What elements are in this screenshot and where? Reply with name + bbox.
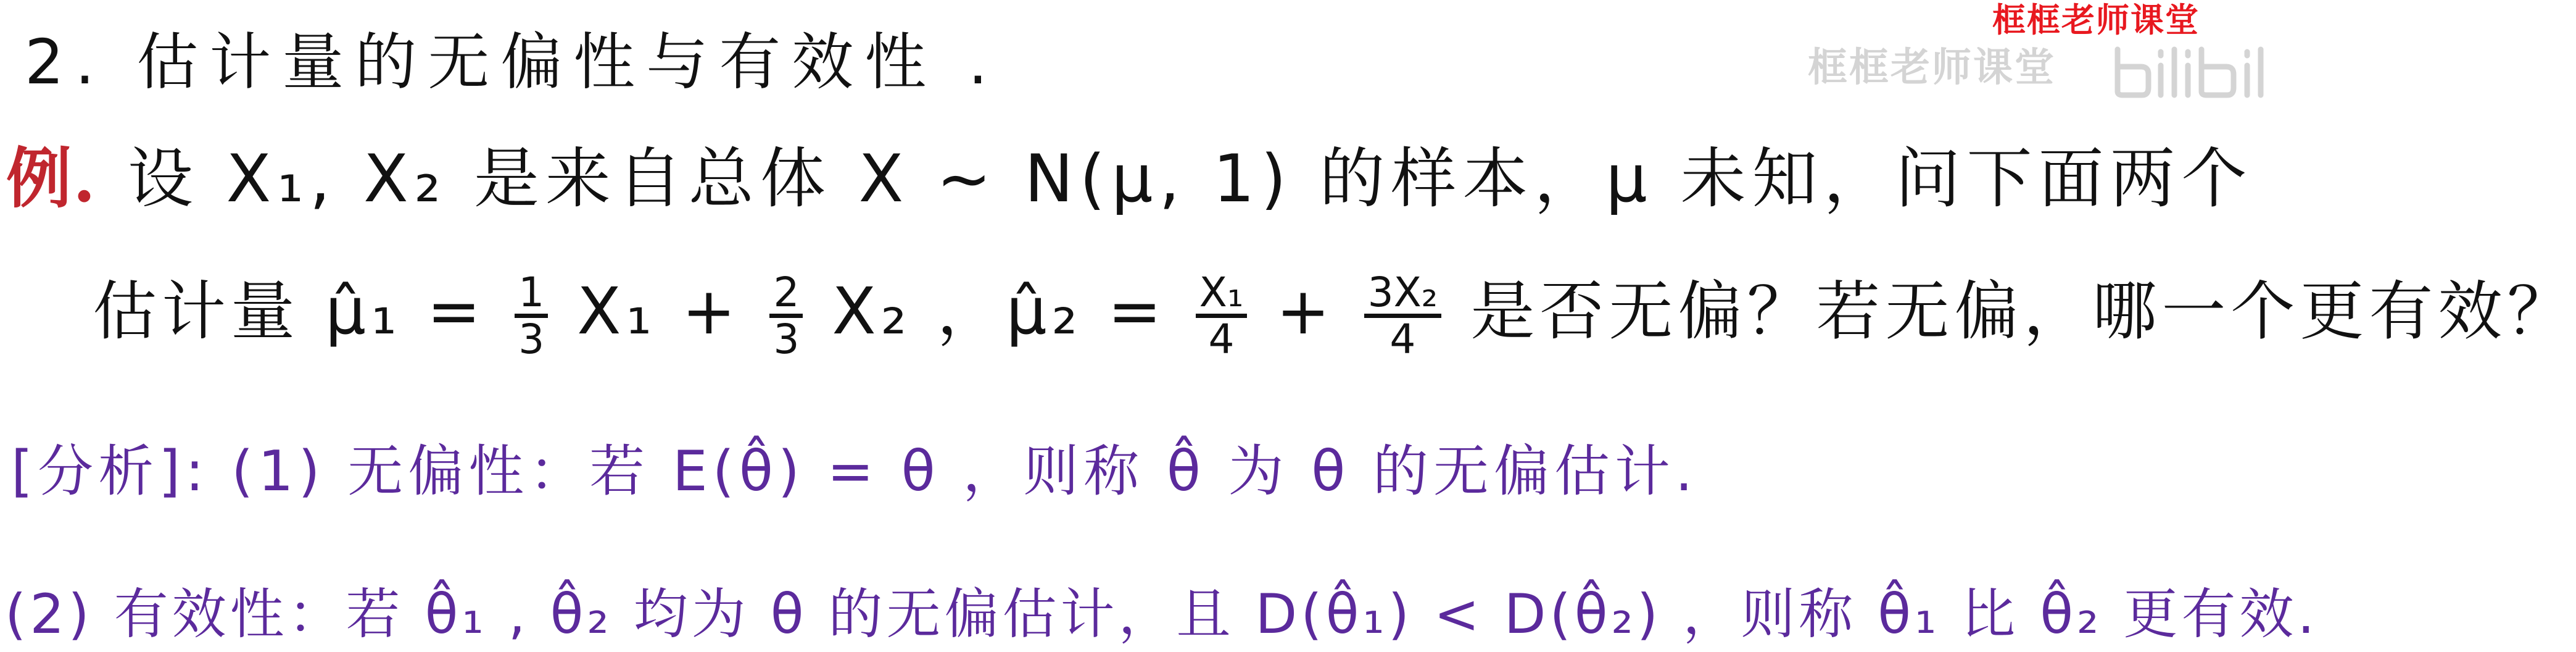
example-line-2 (93, 259, 2576, 364)
fraction-3x2-over-4 (1364, 268, 1442, 364)
fraction-denominator: 4 (1208, 316, 1235, 364)
watermark-text: 框框老师课堂 (1992, 1, 2200, 40)
analysis-efficiency: (2) 有效性：若 θ̂₁ , θ̂₂ 均为 θ 的无偏估计，且 D(θ̂₁) < D(θ̂₂) ，则称 θ̂₁ 比 θ̂₂ 更有效. (5, 582, 2319, 646)
fraction-x1-over-4 (1196, 268, 1248, 364)
fraction-numerator: 2 (769, 271, 803, 318)
fraction-numerator: X₁ (1196, 271, 1248, 318)
fraction-denominator: 3 (773, 316, 800, 364)
fraction-denominator: 4 (1389, 316, 1416, 364)
section-heading: 2. 估计量的无偏性与有效性 . (25, 26, 999, 98)
example-line-1 (6, 127, 2253, 220)
fraction-numerator: 1 (515, 271, 548, 318)
watermark-text-gray: 框框老师课堂 (1808, 45, 2056, 91)
fraction-denominator: 3 (518, 316, 545, 364)
estimator-1-label: 估计量 μ̂₁ = (93, 274, 486, 349)
example-text-1: 设 X₁, X₂ 是来自总体 X ~ N(μ, 1) 的样本，μ 未知，问下面两个 (127, 141, 2253, 217)
plus-sign: + (1276, 274, 1335, 349)
example-label: 例. (6, 140, 97, 217)
term-x1: X₁ + (577, 274, 741, 349)
bilibili-logo-icon (2110, 43, 2271, 99)
fraction-one-third (515, 268, 548, 364)
question-text: 是否无偏？若无偏，哪一个更有效？ (1470, 274, 2576, 349)
analysis-unbiasedness: [分析]: (1) 无偏性：若 E(θ̂) = θ ，则称 θ̂ 为 θ 的无偏估计. (11, 439, 1698, 504)
fraction-two-thirds (769, 268, 803, 364)
fraction-numerator: 3X₂ (1364, 271, 1442, 318)
term-x2-estimator-2: X₂ ，μ̂₂ = (832, 274, 1167, 349)
